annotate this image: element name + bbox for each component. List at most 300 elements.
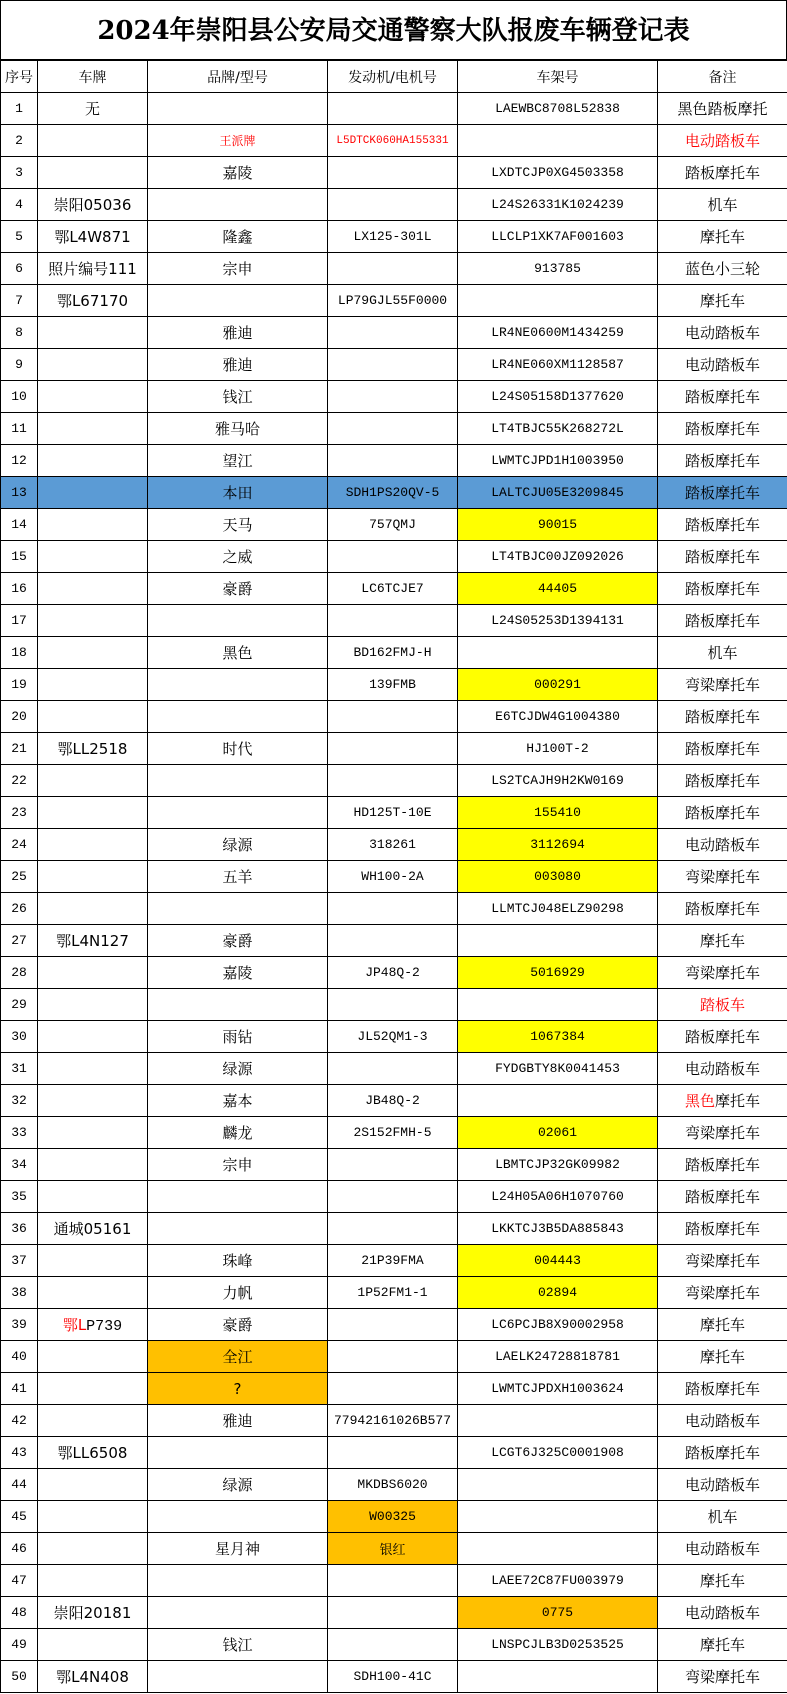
cell-vin[interactable]: [458, 637, 658, 669]
cell-brand[interactable]: 雅马哈: [148, 413, 328, 445]
cell-vin[interactable]: [458, 989, 658, 1021]
table-row[interactable]: [1, 189, 787, 221]
cell-note[interactable]: 踏板摩托车: [658, 413, 787, 445]
cell-brand[interactable]: [148, 1213, 328, 1245]
cell-vin[interactable]: 02061: [458, 1117, 658, 1149]
table-row[interactable]: [1, 573, 787, 605]
cell-brand[interactable]: 雅迪: [148, 317, 328, 349]
table-row[interactable]: [1, 1053, 787, 1085]
table-row[interactable]: [1, 1597, 787, 1629]
cell-brand[interactable]: 宗申: [148, 1149, 328, 1181]
cell-no[interactable]: 31: [1, 1053, 38, 1085]
cell-vin[interactable]: 3112694: [458, 829, 658, 861]
cell-engine[interactable]: [328, 445, 458, 477]
cell-vin[interactable]: E6TCJDW4G1004380: [458, 701, 658, 733]
table-row[interactable]: [1, 381, 787, 413]
cell-note[interactable]: 电动踏板车: [658, 349, 787, 381]
table-row[interactable]: [1, 1405, 787, 1437]
table-row[interactable]: [1, 1181, 787, 1213]
table-row[interactable]: [1, 157, 787, 189]
cell-plate[interactable]: 鄂L67170: [38, 285, 148, 317]
cell-no[interactable]: 9: [1, 349, 38, 381]
cell-engine[interactable]: [328, 1341, 458, 1373]
cell-plate[interactable]: [38, 1309, 148, 1341]
cell-no[interactable]: 28: [1, 957, 38, 989]
cell-vin[interactable]: LNSPCJLB3D0253525: [458, 1629, 658, 1661]
cell-note[interactable]: 弯梁摩托车: [658, 1117, 787, 1149]
cell-plate[interactable]: [38, 125, 148, 157]
cell-plate[interactable]: [38, 1085, 148, 1117]
cell-brand[interactable]: [148, 605, 328, 637]
cell-engine[interactable]: [328, 1149, 458, 1181]
cell-vin[interactable]: LR4NE0600M1434259: [458, 317, 658, 349]
cell-note[interactable]: 弯梁摩托车: [658, 861, 787, 893]
cell-plate[interactable]: 照片编号111: [38, 253, 148, 285]
cell-note[interactable]: 电动踏板车: [658, 1533, 787, 1565]
cell-brand[interactable]: [148, 669, 328, 701]
cell-vin[interactable]: LKKTCJ3B5DA885843: [458, 1213, 658, 1245]
cell-engine[interactable]: 1P52FM1-1: [328, 1277, 458, 1309]
cell-plate[interactable]: [38, 637, 148, 669]
cell-no[interactable]: 22: [1, 765, 38, 797]
cell-engine[interactable]: [328, 1437, 458, 1469]
cell-no[interactable]: 21: [1, 733, 38, 765]
cell-plate[interactable]: [38, 1469, 148, 1501]
table-row[interactable]: [1, 957, 787, 989]
cell-no[interactable]: 16: [1, 573, 38, 605]
cell-note[interactable]: 电动踏板车: [658, 1597, 787, 1629]
table-row[interactable]: [1, 1629, 787, 1661]
cell-plate[interactable]: [38, 541, 148, 573]
table-row[interactable]: [1, 93, 787, 125]
cell-engine[interactable]: [328, 1053, 458, 1085]
cell-vin[interactable]: 0775: [458, 1597, 658, 1629]
cell-no[interactable]: 50: [1, 1661, 38, 1693]
cell-engine[interactable]: WH100-2A: [328, 861, 458, 893]
cell-no[interactable]: 26: [1, 893, 38, 925]
cell-plate[interactable]: [38, 1117, 148, 1149]
cell-plate[interactable]: [38, 957, 148, 989]
cell-note[interactable]: 踏板车: [658, 989, 787, 1021]
cell-note[interactable]: 踏板摩托车: [658, 893, 787, 925]
cell-engine[interactable]: [328, 541, 458, 573]
cell-engine[interactable]: LP79GJL55F0000: [328, 285, 458, 317]
table-row[interactable]: [1, 1661, 787, 1693]
cell-brand[interactable]: 绿源: [148, 1053, 328, 1085]
cell-vin[interactable]: LC6PCJB8X90002958: [458, 1309, 658, 1341]
cell-vin[interactable]: [458, 285, 658, 317]
cell-brand[interactable]: 星月神: [148, 1533, 328, 1565]
cell-brand[interactable]: 隆鑫: [148, 221, 328, 253]
table-row[interactable]: [1, 1501, 787, 1533]
cell-plate[interactable]: [38, 509, 148, 541]
cell-brand[interactable]: 珠峰: [148, 1245, 328, 1277]
cell-engine[interactable]: 757QMJ: [328, 509, 458, 541]
cell-vin[interactable]: LXDTCJP0XG4503358: [458, 157, 658, 189]
cell-vin[interactable]: L24H05A06H1070760: [458, 1181, 658, 1213]
cell-brand[interactable]: [148, 189, 328, 221]
cell-note[interactable]: 踏板摩托车: [658, 573, 787, 605]
cell-engine[interactable]: [328, 349, 458, 381]
table-row[interactable]: [1, 253, 787, 285]
cell-no[interactable]: 12: [1, 445, 38, 477]
cell-no[interactable]: 13: [1, 477, 38, 509]
cell-plate[interactable]: [38, 1245, 148, 1277]
table-row[interactable]: [1, 541, 787, 573]
cell-brand[interactable]: 豪爵: [148, 925, 328, 957]
table-row[interactable]: [1, 509, 787, 541]
cell-no[interactable]: 19: [1, 669, 38, 701]
table-row[interactable]: [1, 1213, 787, 1245]
cell-vin[interactable]: 000291: [458, 669, 658, 701]
cell-brand[interactable]: 嘉陵: [148, 957, 328, 989]
table-row[interactable]: [1, 1469, 787, 1501]
cell-no[interactable]: 14: [1, 509, 38, 541]
cell-vin[interactable]: 004443: [458, 1245, 658, 1277]
cell-brand[interactable]: 黑色: [148, 637, 328, 669]
cell-engine[interactable]: [328, 381, 458, 413]
cell-vin[interactable]: LLCLP1XK7AF001603: [458, 221, 658, 253]
cell-brand[interactable]: 嘉陵: [148, 157, 328, 189]
cell-no[interactable]: 46: [1, 1533, 38, 1565]
cell-note[interactable]: 摩托车: [658, 925, 787, 957]
cell-no[interactable]: 7: [1, 285, 38, 317]
cell-engine[interactable]: 318261: [328, 829, 458, 861]
cell-vin[interactable]: 003080: [458, 861, 658, 893]
cell-engine[interactable]: W00325: [328, 1501, 458, 1533]
cell-vin[interactable]: L24S26331K1024239: [458, 189, 658, 221]
cell-no[interactable]: 6: [1, 253, 38, 285]
cell-brand[interactable]: 绿源: [148, 829, 328, 861]
cell-brand[interactable]: 之威: [148, 541, 328, 573]
cell-no[interactable]: 4: [1, 189, 38, 221]
cell-engine[interactable]: [328, 1181, 458, 1213]
cell-no[interactable]: 23: [1, 797, 38, 829]
cell-engine[interactable]: BD162FMJ-H: [328, 637, 458, 669]
cell-note[interactable]: 电动踏板车: [658, 317, 787, 349]
cell-brand[interactable]: 本田: [148, 477, 328, 509]
cell-engine[interactable]: [328, 1565, 458, 1597]
cell-note[interactable]: 踏板摩托车: [658, 1149, 787, 1181]
cell-note[interactable]: 摩托车: [658, 221, 787, 253]
cell-brand[interactable]: 雅迪: [148, 1405, 328, 1437]
table-row[interactable]: [1, 349, 787, 381]
cell-vin[interactable]: 02894: [458, 1277, 658, 1309]
table-row[interactable]: [1, 893, 787, 925]
cell-note[interactable]: 踏板摩托车: [658, 765, 787, 797]
cell-plate[interactable]: [38, 1405, 148, 1437]
cell-no[interactable]: 33: [1, 1117, 38, 1149]
cell-vin[interactable]: [458, 125, 658, 157]
cell-brand[interactable]: ?: [148, 1373, 328, 1405]
cell-note[interactable]: [658, 1085, 787, 1117]
header-note[interactable]: 备注: [658, 61, 787, 93]
table-row[interactable]: [1, 445, 787, 477]
cell-no[interactable]: 25: [1, 861, 38, 893]
cell-plate[interactable]: [38, 573, 148, 605]
cell-brand[interactable]: 宗申: [148, 253, 328, 285]
cell-plate[interactable]: [38, 1149, 148, 1181]
cell-vin[interactable]: HJ100T-2: [458, 733, 658, 765]
cell-no[interactable]: 48: [1, 1597, 38, 1629]
cell-brand[interactable]: 天马: [148, 509, 328, 541]
cell-plate[interactable]: 崇阳20181: [38, 1597, 148, 1629]
cell-note[interactable]: 踏板摩托车: [658, 445, 787, 477]
cell-no[interactable]: 27: [1, 925, 38, 957]
cell-plate[interactable]: [38, 1533, 148, 1565]
cell-note[interactable]: 踏板摩托车: [658, 701, 787, 733]
cell-vin[interactable]: [458, 1501, 658, 1533]
cell-engine[interactable]: [328, 1597, 458, 1629]
cell-no[interactable]: 43: [1, 1437, 38, 1469]
cell-vin[interactable]: LBMTCJP32GK09982: [458, 1149, 658, 1181]
table-row[interactable]: [1, 1021, 787, 1053]
cell-engine[interactable]: [328, 157, 458, 189]
cell-vin[interactable]: [458, 1405, 658, 1437]
cell-note[interactable]: 蓝色小三轮: [658, 253, 787, 285]
cell-no[interactable]: 37: [1, 1245, 38, 1277]
cell-no[interactable]: 34: [1, 1149, 38, 1181]
cell-plate[interactable]: [38, 1501, 148, 1533]
cell-engine[interactable]: 77942161026B577: [328, 1405, 458, 1437]
cell-no[interactable]: 39: [1, 1309, 38, 1341]
cell-note[interactable]: 摩托车: [658, 1565, 787, 1597]
cell-note[interactable]: 踏板摩托车: [658, 1213, 787, 1245]
cell-plate[interactable]: [38, 797, 148, 829]
cell-engine[interactable]: [328, 733, 458, 765]
cell-no[interactable]: 8: [1, 317, 38, 349]
cell-vin[interactable]: LWMTCJPDXH1003624: [458, 1373, 658, 1405]
cell-brand[interactable]: 望江: [148, 445, 328, 477]
cell-engine[interactable]: [328, 1213, 458, 1245]
cell-no[interactable]: 45: [1, 1501, 38, 1533]
cell-engine[interactable]: SDH100-41C: [328, 1661, 458, 1693]
cell-plate[interactable]: 无: [38, 93, 148, 125]
cell-brand[interactable]: 五羊: [148, 861, 328, 893]
cell-engine[interactable]: [328, 701, 458, 733]
cell-brand[interactable]: [148, 285, 328, 317]
cell-brand[interactable]: 豪爵: [148, 1309, 328, 1341]
cell-plate[interactable]: [38, 1277, 148, 1309]
cell-vin[interactable]: LCGT6J325C0001908: [458, 1437, 658, 1469]
cell-note[interactable]: 机车: [658, 1501, 787, 1533]
cell-vin[interactable]: [458, 925, 658, 957]
cell-engine[interactable]: JL52QM1-3: [328, 1021, 458, 1053]
cell-note[interactable]: 摩托车: [658, 285, 787, 317]
table-row[interactable]: [1, 1149, 787, 1181]
cell-brand[interactable]: 力帆: [148, 1277, 328, 1309]
cell-engine[interactable]: LX125-301L: [328, 221, 458, 253]
table-row[interactable]: [1, 1533, 787, 1565]
cell-note[interactable]: 电动踏板车: [658, 829, 787, 861]
cell-no[interactable]: 24: [1, 829, 38, 861]
cell-brand[interactable]: [148, 1181, 328, 1213]
cell-vin[interactable]: LS2TCAJH9H2KW0169: [458, 765, 658, 797]
cell-plate[interactable]: [38, 445, 148, 477]
cell-plate[interactable]: [38, 1373, 148, 1405]
cell-note[interactable]: 弯梁摩托车: [658, 1245, 787, 1277]
cell-note[interactable]: 弯梁摩托车: [658, 669, 787, 701]
cell-note[interactable]: 摩托车: [658, 1341, 787, 1373]
table-row[interactable]: [1, 1437, 787, 1469]
cell-engine[interactable]: JP48Q-2: [328, 957, 458, 989]
cell-plate[interactable]: 通城05161: [38, 1213, 148, 1245]
cell-note[interactable]: 踏板摩托车: [658, 1181, 787, 1213]
cell-plate[interactable]: [38, 477, 148, 509]
cell-plate[interactable]: [38, 669, 148, 701]
cell-no[interactable]: 32: [1, 1085, 38, 1117]
cell-vin[interactable]: 913785: [458, 253, 658, 285]
cell-brand[interactable]: 全江: [148, 1341, 328, 1373]
cell-engine[interactable]: [328, 925, 458, 957]
cell-note[interactable]: 踏板摩托车: [658, 157, 787, 189]
table-row[interactable]: [1, 1277, 787, 1309]
cell-note[interactable]: 弯梁摩托车: [658, 1661, 787, 1693]
cell-engine[interactable]: [328, 1629, 458, 1661]
cell-engine[interactable]: HD125T-10E: [328, 797, 458, 829]
cell-vin[interactable]: FYDGBTY8K0041453: [458, 1053, 658, 1085]
cell-note[interactable]: 踏板摩托车: [658, 605, 787, 637]
table-row[interactable]: [1, 221, 787, 253]
cell-note[interactable]: 踏板摩托车: [658, 477, 787, 509]
cell-brand[interactable]: [148, 989, 328, 1021]
cell-engine[interactable]: 银红: [328, 1533, 458, 1565]
cell-no[interactable]: 35: [1, 1181, 38, 1213]
cell-no[interactable]: 38: [1, 1277, 38, 1309]
cell-no[interactable]: 5: [1, 221, 38, 253]
cell-note[interactable]: 摩托车: [658, 1309, 787, 1341]
cell-vin[interactable]: [458, 1533, 658, 1565]
cell-plate[interactable]: [38, 701, 148, 733]
table-row[interactable]: [1, 669, 787, 701]
cell-plate[interactable]: 鄂L4W871: [38, 221, 148, 253]
header-no[interactable]: 序号: [1, 61, 38, 93]
cell-vin[interactable]: 5016929: [458, 957, 658, 989]
table-row[interactable]: [1, 125, 787, 157]
cell-engine[interactable]: [328, 893, 458, 925]
cell-note[interactable]: 踏板摩托车: [658, 1437, 787, 1469]
cell-brand[interactable]: [148, 1437, 328, 1469]
cell-plate[interactable]: [38, 1341, 148, 1373]
table-row[interactable]: [1, 797, 787, 829]
cell-engine[interactable]: LC6TCJE7: [328, 573, 458, 605]
cell-brand[interactable]: 钱江: [148, 381, 328, 413]
table-row[interactable]: [1, 701, 787, 733]
table-row[interactable]: [1, 1245, 787, 1277]
cell-engine[interactable]: 2S152FMH-5: [328, 1117, 458, 1149]
cell-vin[interactable]: LALTCJU05E3209845: [458, 477, 658, 509]
cell-brand[interactable]: [148, 893, 328, 925]
table-row[interactable]: [1, 477, 787, 509]
cell-vin[interactable]: LT4TBJC55K268272L: [458, 413, 658, 445]
cell-brand[interactable]: 绿源: [148, 1469, 328, 1501]
cell-no[interactable]: 2: [1, 125, 38, 157]
cell-note[interactable]: 踏板摩托车: [658, 733, 787, 765]
table-row[interactable]: [1, 765, 787, 797]
cell-engine[interactable]: MKDBS6020: [328, 1469, 458, 1501]
cell-plate[interactable]: [38, 317, 148, 349]
cell-note[interactable]: 踏板摩托车: [658, 1373, 787, 1405]
cell-note[interactable]: 踏板摩托车: [658, 509, 787, 541]
cell-vin[interactable]: LAEWBC8708L52838: [458, 93, 658, 125]
table-row[interactable]: [1, 1565, 787, 1597]
cell-plate[interactable]: [38, 1629, 148, 1661]
cell-no[interactable]: 40: [1, 1341, 38, 1373]
cell-engine[interactable]: [328, 765, 458, 797]
cell-brand[interactable]: [148, 797, 328, 829]
cell-no[interactable]: 11: [1, 413, 38, 445]
cell-brand[interactable]: 王派牌: [148, 125, 328, 157]
cell-brand[interactable]: [148, 1501, 328, 1533]
cell-plate[interactable]: [38, 605, 148, 637]
table-row[interactable]: [1, 829, 787, 861]
header-plate[interactable]: 车牌: [38, 61, 148, 93]
cell-vin[interactable]: L24S05158D1377620: [458, 381, 658, 413]
cell-brand[interactable]: [148, 765, 328, 797]
cell-plate[interactable]: 鄂LL6508: [38, 1437, 148, 1469]
cell-vin[interactable]: LT4TBJC00JZ092026: [458, 541, 658, 573]
cell-brand[interactable]: 嘉本: [148, 1085, 328, 1117]
cell-engine[interactable]: 21P39FMA: [328, 1245, 458, 1277]
cell-note[interactable]: 电动踏板车: [658, 1053, 787, 1085]
cell-brand[interactable]: [148, 701, 328, 733]
cell-no[interactable]: 20: [1, 701, 38, 733]
cell-engine[interactable]: JB48Q-2: [328, 1085, 458, 1117]
cell-vin[interactable]: LWMTCJPD1H1003950: [458, 445, 658, 477]
header-vin[interactable]: 车架号: [458, 61, 658, 93]
cell-note[interactable]: 弯梁摩托车: [658, 957, 787, 989]
table-row[interactable]: [1, 605, 787, 637]
cell-vin[interactable]: LLMTCJ048ELZ90298: [458, 893, 658, 925]
cell-engine[interactable]: [328, 1373, 458, 1405]
cell-engine[interactable]: [328, 989, 458, 1021]
table-row[interactable]: [1, 1341, 787, 1373]
cell-plate[interactable]: [38, 1565, 148, 1597]
cell-brand[interactable]: 钱江: [148, 1629, 328, 1661]
cell-vin[interactable]: 90015: [458, 509, 658, 541]
cell-note[interactable]: 机车: [658, 637, 787, 669]
cell-brand[interactable]: [148, 93, 328, 125]
table-row[interactable]: [1, 413, 787, 445]
cell-brand[interactable]: 雨钻: [148, 1021, 328, 1053]
cell-no[interactable]: 29: [1, 989, 38, 1021]
cell-note[interactable]: 摩托车: [658, 1629, 787, 1661]
cell-engine[interactable]: SDH1PS20QV-5: [328, 477, 458, 509]
cell-note[interactable]: 弯梁摩托车: [658, 1277, 787, 1309]
cell-no[interactable]: 41: [1, 1373, 38, 1405]
cell-note[interactable]: 电动踏板车: [658, 1405, 787, 1437]
cell-plate[interactable]: [38, 893, 148, 925]
table-row[interactable]: [1, 733, 787, 765]
table-row[interactable]: [1, 317, 787, 349]
cell-vin[interactable]: LR4NE060XM1128587: [458, 349, 658, 381]
cell-no[interactable]: 49: [1, 1629, 38, 1661]
cell-brand[interactable]: 雅迪: [148, 349, 328, 381]
cell-no[interactable]: 42: [1, 1405, 38, 1437]
cell-vin[interactable]: 44405: [458, 573, 658, 605]
header-brand[interactable]: 品牌/型号: [148, 61, 328, 93]
table-row[interactable]: [1, 1117, 787, 1149]
cell-plate[interactable]: [38, 413, 148, 445]
cell-brand[interactable]: 时代: [148, 733, 328, 765]
cell-plate[interactable]: 鄂L4N127: [38, 925, 148, 957]
cell-no[interactable]: 44: [1, 1469, 38, 1501]
cell-note[interactable]: 电动踏板车: [658, 125, 787, 157]
cell-no[interactable]: 10: [1, 381, 38, 413]
cell-note[interactable]: 踏板摩托车: [658, 541, 787, 573]
table-row[interactable]: [1, 285, 787, 317]
cell-plate[interactable]: [38, 157, 148, 189]
